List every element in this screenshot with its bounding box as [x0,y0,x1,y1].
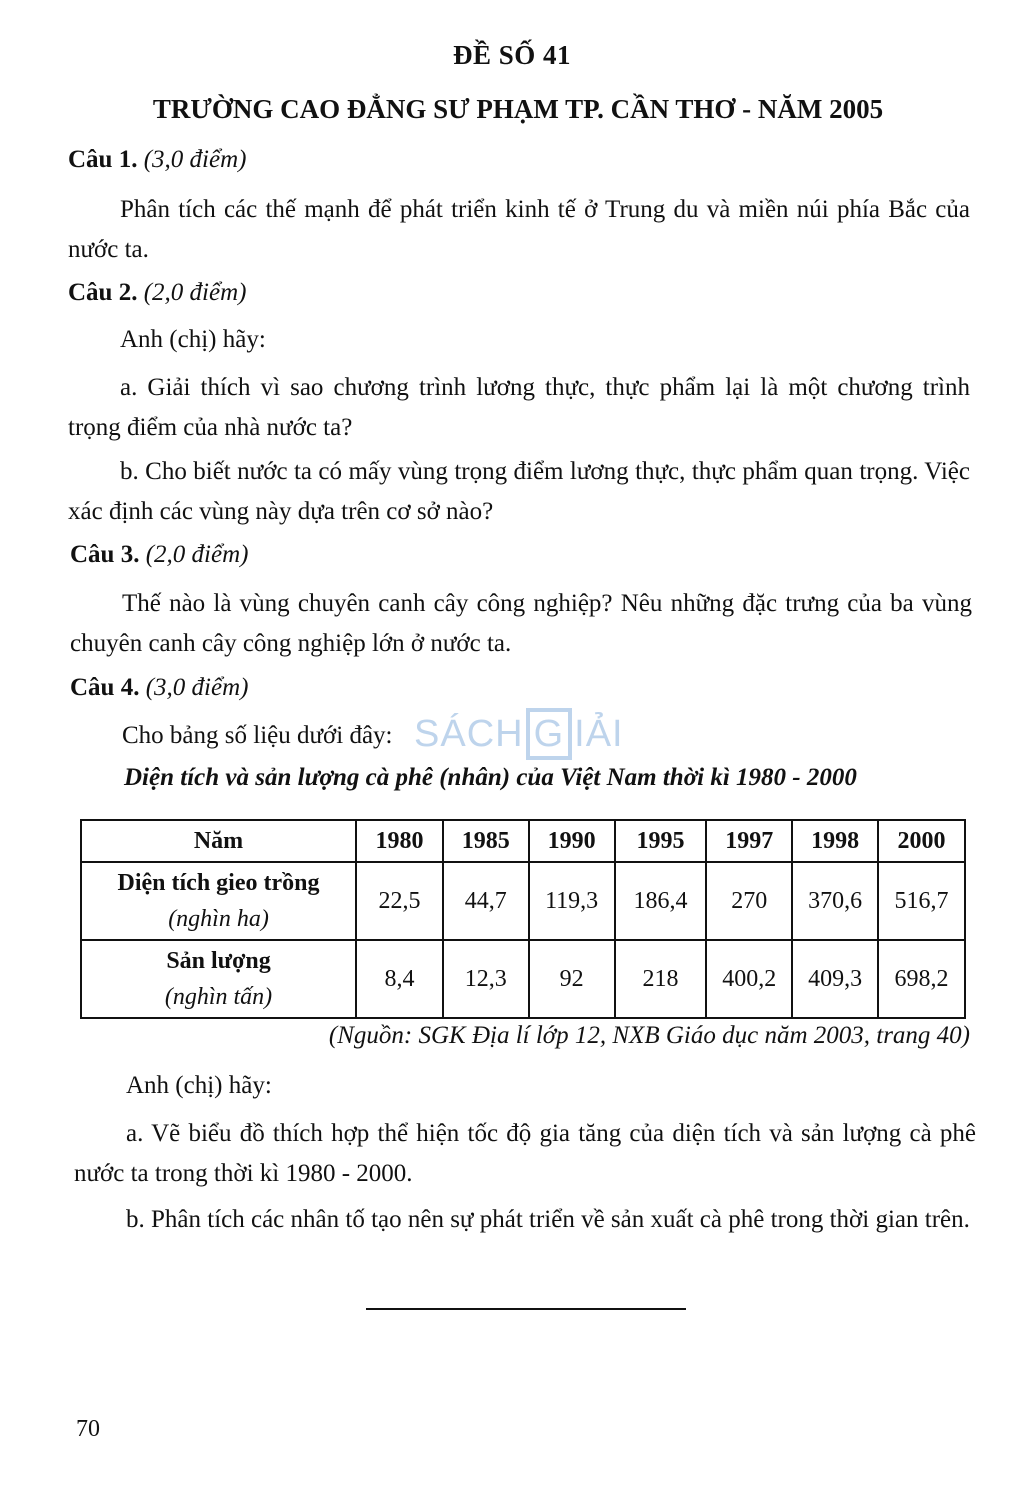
watermark-box: G [526,708,573,760]
year-header: 1995 [615,820,707,862]
question-4-part-b: b. Phân tích các nhân tố tạo nên sự phát triển về sản xuất cà phê trong thời gian trên. [126,1206,970,1233]
header-year-label: Năm [81,820,356,862]
watermark-left: SÁCH [414,713,524,755]
page-number: 70 [76,1416,100,1442]
exam-number: ĐỀ SỐ 41 [452,40,572,70]
question-1-points: (3,0 điểm) [143,146,247,173]
coffee-data-table [80,819,966,1019]
table-cell: 22,5 [356,862,443,940]
end-divider [366,1308,686,1310]
table-cell: 698,2 [878,940,965,1018]
table-cell: 400,2 [706,940,792,1018]
school-title: TRƯỜNG CAO ĐẲNG SƯ PHẠM TP. CẦN THƠ - NĂM 2005 [152,94,884,124]
row-unit: (nghìn tấn) [164,984,273,1010]
table-cell: 8,4 [356,940,443,1018]
table-cell: 409,3 [792,940,878,1018]
table-cell: 12,3 [443,940,529,1018]
question-2-points: (2,0 điểm) [143,279,247,306]
question-1-text: Phân tích các thế mạnh để phát triển kinh tế ở Trung du và miền núi phía Bắc của nước ta. [68,196,970,263]
table-caption: Diện tích và sản lượng cà phê (nhân) của Việt Nam thời kì 1980 - 2000 [124,764,857,791]
table-cell: 92 [529,940,615,1018]
question-2-intro: Anh (chị) hãy: [120,326,266,353]
question-4-heading [70,674,248,702]
year-header: 1997 [706,820,792,862]
question-1-heading [68,146,246,174]
table-source: (Nguồn: SGK Địa lí lớp 12, NXB Giáo dục năm 2003, trang 40) [328,1022,970,1049]
question-4-intro: Cho bảng số liệu dưới đây: [122,722,393,749]
table-cell: 516,7 [878,862,965,940]
row-label-output [81,940,356,1018]
row-unit: (nghìn ha) [168,906,269,932]
year-header: 1980 [356,820,443,862]
sachgiai-watermark [414,704,624,764]
question-3-label: Câu 3. [70,541,140,568]
year-header: 2000 [878,820,965,862]
table-header-row [81,820,965,862]
year-header: 1990 [529,820,615,862]
question-1-label: Câu 1. [68,146,138,173]
table-row-area [81,862,965,940]
question-2-part-a: a. Giải thích vì sao chương trình lương thực, thực phẩm lại là một chương trình trọng điểm của nhà nước ta? [68,374,970,441]
row-name: Sản lượng [166,948,271,974]
year-header: 1998 [792,820,878,862]
question-2-part-b: b. Cho biết nước ta có mấy vùng trọng điểm lương thực, thực phẩm quan trọng. Việc xác định các vùng này dựa trên cơ sở nào? [68,458,970,525]
question-2-label: Câu 2. [68,279,138,306]
table-cell: 370,6 [792,862,878,940]
table-cell: 44,7 [443,862,529,940]
question-3-text: Thế nào là vùng chuyên canh cây công nghiệp? Nêu những đặc trưng của ba vùng chuyên canh cây công nghiệp lớn ở nước ta. [70,590,972,657]
question-4-label: Câu 4. [70,674,140,701]
question-2-heading [68,279,246,307]
question-4-ask: Anh (chị) hãy: [126,1072,272,1099]
question-3-points: (2,0 điểm) [145,541,249,568]
question-3-heading [70,541,248,569]
table-row-output [81,940,965,1018]
question-4-part-a: a. Vẽ biểu đồ thích hợp thể hiện tốc độ gia tăng của diện tích và sản lượng cà phê nước ta trong thời kì 1980 - 2000. [74,1120,976,1187]
row-name: Diện tích gieo trồng [117,870,320,896]
watermark-right: IẢI [574,713,624,755]
table-cell: 270 [706,862,792,940]
table-cell: 119,3 [529,862,615,940]
table-cell: 218 [615,940,707,1018]
question-4-points: (3,0 điểm) [145,674,249,701]
year-header: 1985 [443,820,529,862]
table-cell: 186,4 [615,862,707,940]
row-label-area [81,862,356,940]
